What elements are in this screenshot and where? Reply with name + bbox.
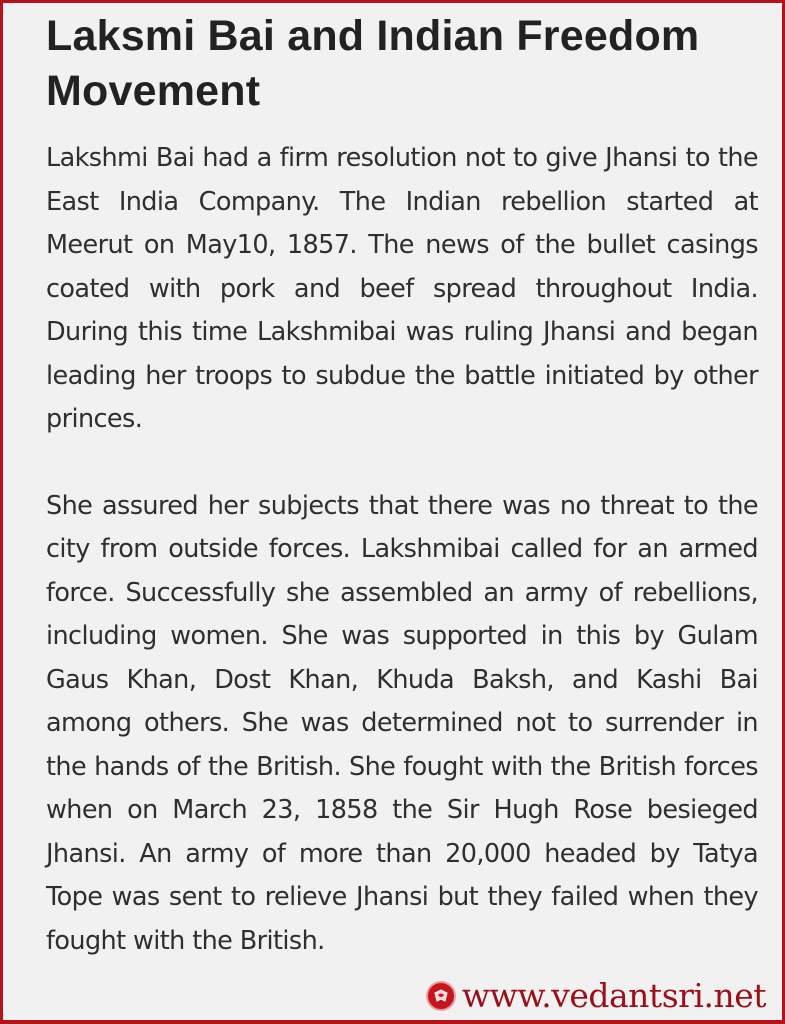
article-content xyxy=(46,9,758,963)
watermark xyxy=(422,978,766,1014)
watermark-url: www.vedantsri.net xyxy=(461,976,766,1015)
vedantsri-logo-icon xyxy=(426,981,456,1011)
article-paragraph-1: Lakshmi Bai had a firm resolution not to give Jhansi to the East India Company. The Indian rebellion started at Meerut on May10, 1857. The news of the bullet casings coated with pork and beef spread throughout India. During this time Lakshmibai was ruling Jhansi and began leading her troops to subdue the battle initiated by other princes. xyxy=(46,143,758,434)
article-title: Laksmi Bai and Indian Freedom Movement xyxy=(46,12,700,115)
article-paragraph-2: She assured her subjects that there was no threat to the city from outside forces. Lakshmibai called for an armed force. Successfully she assembled an army of rebellions, including women. She was supported in this by Gulam Gaus Khan, Dost Khan, Khuda Baksh, and Kashi Bai among others. She was determined not to surrender in the hands of the British. She fought with the British forces when on March 23, 1858 the Sir Hugh Rose besieged Jhansi. An army of more than 20,000 headed by Tatya Tope was sent to relieve Jhansi but they failed when they fought with the British. xyxy=(46,490,758,956)
